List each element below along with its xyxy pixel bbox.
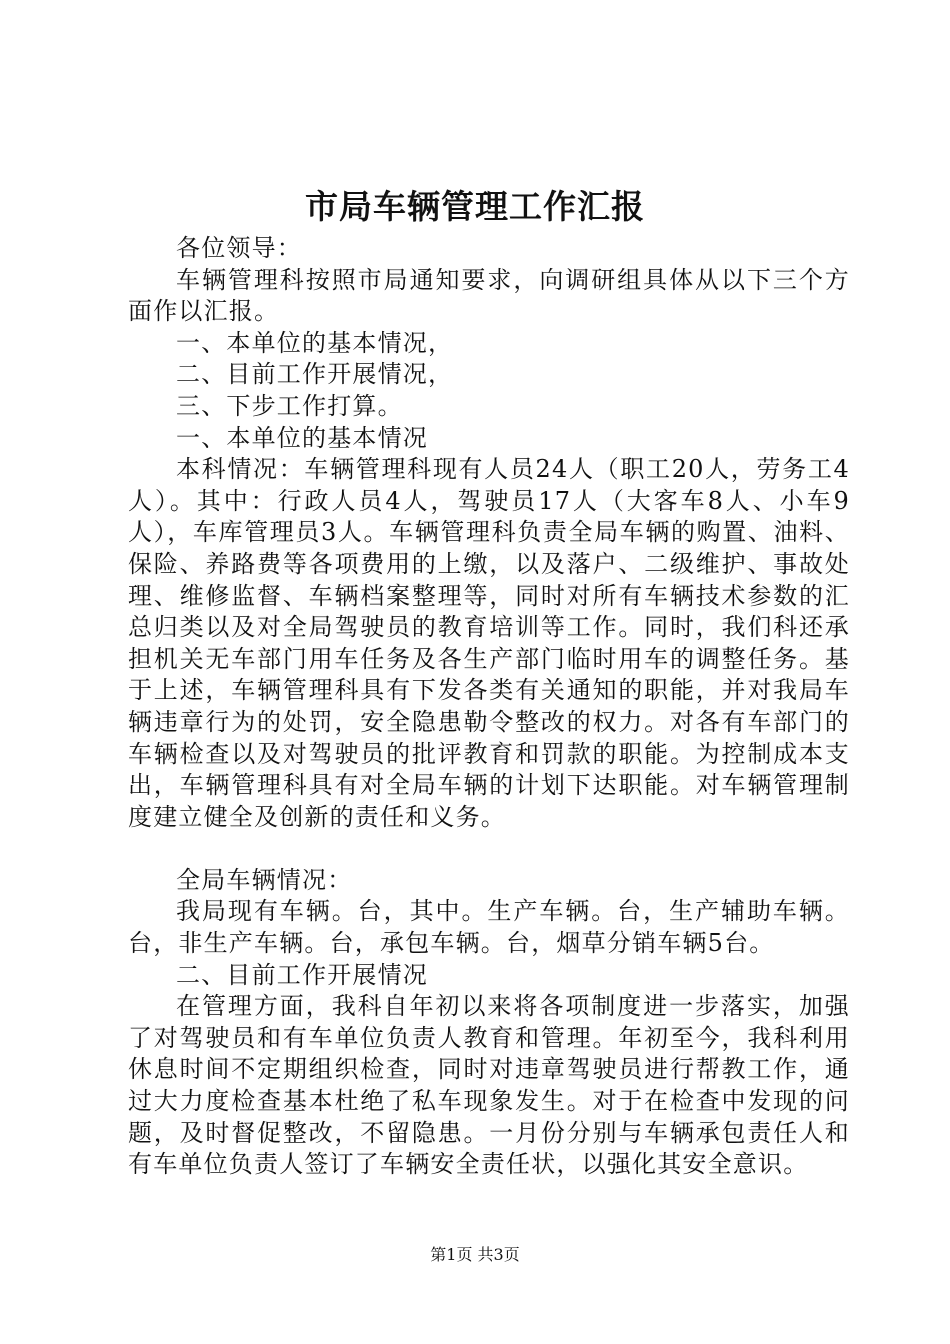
outline-item-2: 二、目前工作开展情况， [176,360,454,389]
intro-paragraph: 车辆管理科按照市局通知要求，向调研组具体从以下三个方面作以汇报。 [128,265,850,326]
vehicle-summary-paragraph: 我局现有车辆。台，其中。生产车辆。台，生产辅助车辆。台，非生产车辆。台，承包车辆。台，烟草分销车辆5台。 [128,897,850,958]
department-overview-paragraph: 本科情况：车辆管理科现有人员24人（职工20人，劳务工4人）。其中：行政人员4人，驾驶员17人（大客车8人、小车9人），车库管理员3人。车辆管理科负责全局车辆的购置、油料、保险、养路费等各项费用的上缴，以及落户、二级维护、事故处理、维修监督、车辆档案整理等，同时对所有车辆技术参数的汇总归类以及对全局驾驶员的教育培训等工作。同时，我们科还承担机关无车部门用车任务及各生产部门临时用车的调整任务。基于上述，车辆管理科具有下发各类有关通知的职能，并对我局车辆违章行为的处罚，安全隐患勒令整改的权力。对各有车部门的车辆检查以及对驾驶员的批评教育和罚款的职能。为控制成本支出，车辆管理科具有对全局车辆的计划下达职能。对车辆管理制度建立健全及创新的责任和义务。 [128,455,850,831]
outline-item-1: 一、本单位的基本情况， [176,328,454,357]
page-number-footer: 第1页 共3页 [430,1245,520,1264]
salutation: 各位领导： [176,234,302,262]
vehicle-summary-heading: 全局车辆情况： [176,865,353,894]
management-paragraph: 在管理方面，我科自年初以来将各项制度进一步落实，加强了对驾驶员和有车单位负责人教育和管理。年初至今，我科利用休息时间不定期组织检查，同时对违章驾驶员进行帮教工作，通过大力度检查基本杜绝了私车现象发生。对于在检查中发现的问题，及时督促整改，不留隐患。一月份分别与车辆承包责任人和有车单位负责人签订了车辆安全责任状，以强化其安全意识。 [128,992,850,1179]
section-heading-2: 二、目前工作开展情况 [176,960,428,989]
document-body [128,233,850,1181]
document-title: 市局车辆管理工作汇报 [305,187,645,226]
section-heading-1: 一、本单位的基本情况 [176,423,428,452]
outline-item-3: 三、下步工作打算。 [176,391,403,420]
